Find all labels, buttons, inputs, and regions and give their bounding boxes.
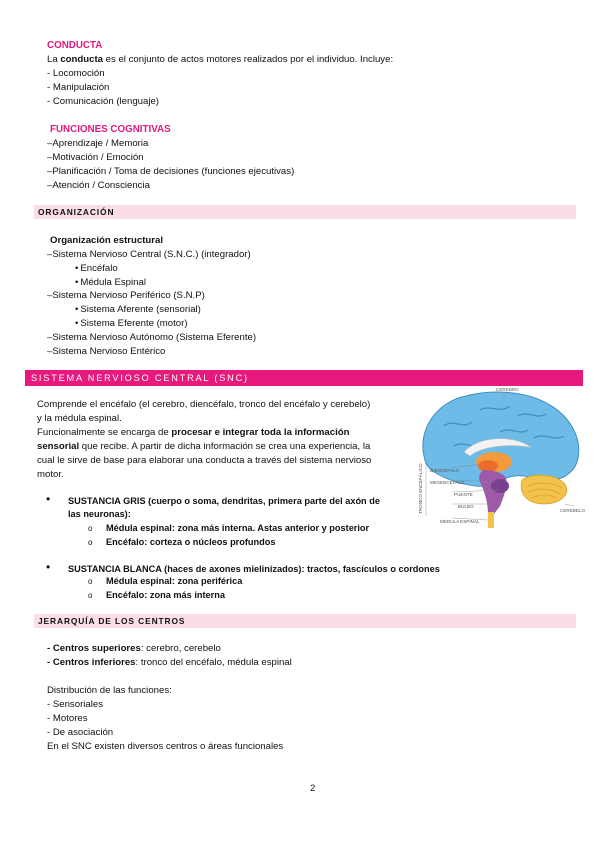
- circle-bullet-icon: o: [88, 538, 93, 547]
- distribucion-item: - De asociación: [47, 727, 114, 738]
- conducta-intro-pre: La: [47, 54, 61, 65]
- bullet-icon: •: [46, 492, 51, 506]
- blanca-sub: [106, 575, 242, 588]
- blanca-sub-bold: Encéfalo: [106, 590, 145, 600]
- centros-sup-rest: : cerebro, cerebelo: [140, 643, 221, 654]
- conducta-item: - Locomoción: [47, 68, 105, 79]
- conducta-intro-bold: conducta: [60, 54, 103, 65]
- brain-label-medula: MÉDULA ESPINAL: [440, 519, 480, 524]
- distribucion-item: - Sensoriales: [47, 699, 103, 710]
- brain-label-bulbo: BULBO: [458, 504, 474, 509]
- gris-sub: [106, 536, 275, 549]
- blanca-sub-rest: : zona más interna: [144, 590, 225, 600]
- snc-text: que recibe. A partir de dicha información se crea una experiencia, la: [79, 441, 371, 452]
- snc-paragraph: [37, 426, 349, 439]
- centros-sup-bold: - Centros superiores: [47, 643, 141, 654]
- distribucion-item: - Motores: [47, 713, 88, 724]
- circle-bullet-icon: o: [88, 591, 93, 600]
- blanca-sub-bold: Médula espinal: [106, 576, 172, 586]
- gris-rest: (cuerpo o soma, dendritas, primera parte del axón de: [145, 496, 380, 506]
- snc-text: Funcionalmente se encarga de: [37, 427, 172, 438]
- snc-paragraph: Comprende el encéfalo (el cerebro, diencéfalo, tronco del encéfalo y cerebelo): [37, 399, 371, 410]
- bullet-icon: •: [46, 560, 51, 574]
- conducta-title: CONDUCTA: [47, 40, 103, 51]
- snc-text-bold: sensorial: [37, 441, 80, 452]
- centros-inf-bold: - Centros inferiores: [47, 657, 136, 668]
- blanca-sub: [106, 589, 225, 602]
- closing-line: En el SNC existen diversos centros o áreas funcionales: [47, 741, 284, 752]
- blanca-rest: (haces de axones mielinizados): tractos, fascículos o cordones: [161, 564, 440, 574]
- centros-inf-rest: : tronco del encéfalo, médula espinal: [135, 657, 292, 668]
- gris-sub: [106, 522, 369, 535]
- brain-label-diencefalo: DIENCÉFALO: [430, 468, 460, 473]
- gris-sub-rest: : corteza o núcleos profundos: [144, 537, 276, 547]
- gris-sub-bold: Médula espinal: [106, 523, 172, 533]
- organizacion-subtitle: Organización estructural: [50, 235, 164, 246]
- funciones-item: –Aprendizaje / Memoria: [47, 138, 149, 149]
- conducta-item: - Comunicación (lenguaje): [47, 96, 159, 107]
- gris-sub-bold: Encéfalo: [106, 537, 145, 547]
- gris-bold: SUSTANCIA GRIS: [68, 496, 146, 506]
- gris-sub-rest: : zona más interna. Astas anterior y posterior: [171, 523, 370, 533]
- funciones-item: –Motivación / Emoción: [47, 152, 144, 163]
- brain-label-puente: PUENTE: [454, 492, 473, 497]
- blanca-sub-rest: : zona periférica: [171, 576, 243, 586]
- snc-band: SISTEMA NERVIOSO CENTRAL (SNC): [25, 370, 583, 386]
- snc-item: • Médula Espinal: [75, 276, 146, 289]
- centros-superiores: [47, 642, 221, 655]
- snc-line: –Sistema Nervioso Central (S.N.C.) (integrador): [47, 249, 251, 260]
- autonomo-line: –Sistema Nervioso Autónomo (Sistema Eferente): [47, 332, 257, 343]
- funciones-item: –Atención / Consciencia: [47, 180, 150, 191]
- distribucion-title: Distribución de las funciones:: [47, 685, 172, 696]
- conducta-intro: [47, 53, 393, 66]
- snp-item: • Sistema Aferente (sensorial): [75, 303, 201, 316]
- snc-item: • Encéfalo: [75, 262, 118, 275]
- sustancia-gris-cont: las neuronas):: [68, 509, 131, 519]
- snc-paragraph: [37, 440, 370, 453]
- conducta-intro-post: es el conjunto de actos motores realizados por el individuo. Incluye:: [103, 54, 394, 65]
- sustancia-gris: [68, 495, 380, 508]
- centros-inferiores: [47, 656, 292, 669]
- snp-line: –Sistema Nervioso Periférico (S.N.P): [47, 290, 205, 301]
- brain-label-tronco: TRONCO ENCEFÁLICO: [418, 463, 423, 514]
- circle-bullet-icon: o: [88, 577, 93, 586]
- brain-label-mesencefalo: MESENCÉFALO: [430, 480, 465, 485]
- jerarquia-band: JERARQUÍA DE LOS CENTROS: [34, 614, 576, 628]
- funciones-item: –Planificación / Toma de decisiones (funciones ejecutivas): [47, 166, 295, 177]
- brain-label-cerebro: CEREBRO: [496, 387, 519, 392]
- snc-paragraph: cual le sirve de base para elaborar una conducta a través del sistema nervioso: [37, 455, 372, 466]
- page-number: 2: [310, 783, 316, 794]
- snc-text-bold: procesar e integrar toda la información: [171, 427, 350, 438]
- conducta-item: - Manipulación: [47, 82, 110, 93]
- snp-item: • Sistema Eferente (motor): [75, 317, 188, 330]
- snc-paragraph: motor.: [37, 469, 64, 480]
- brain-label-cerebelo: CEREBELO: [560, 508, 586, 513]
- brain-illustration: [414, 386, 590, 528]
- enterico-line: –Sistema Nervioso Entérico: [47, 346, 166, 357]
- organizacion-band: ORGANIZACIÓN: [34, 205, 576, 219]
- snc-paragraph: y la médula espinal.: [37, 413, 122, 424]
- circle-bullet-icon: o: [88, 524, 93, 533]
- funciones-title: FUNCIONES COGNITIVAS: [50, 124, 171, 135]
- blanca-bold: SUSTANCIA BLANCA: [68, 564, 162, 574]
